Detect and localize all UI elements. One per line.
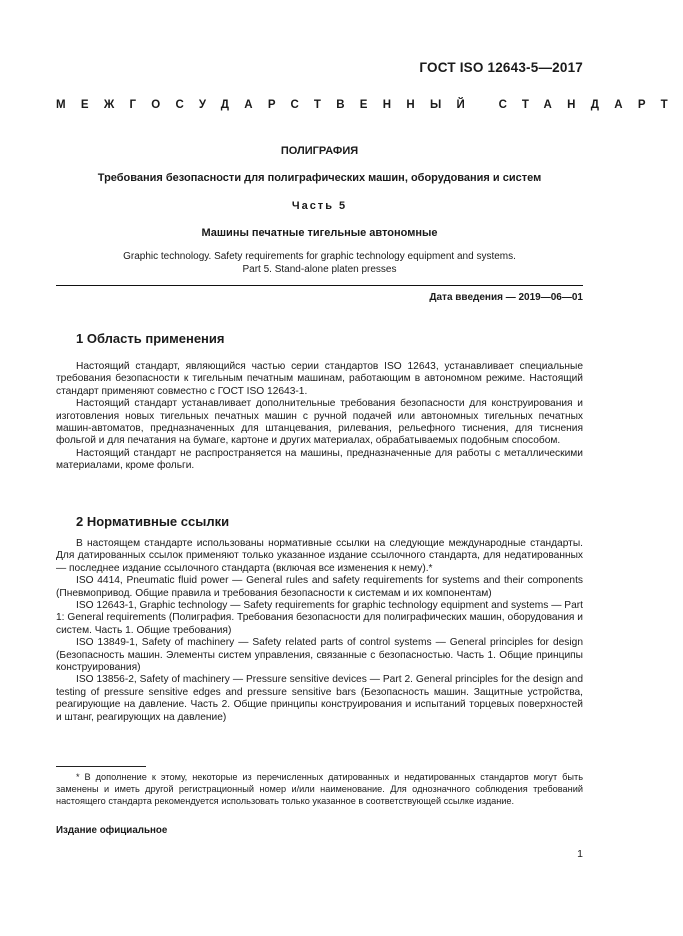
standard-number: ГОСТ ISO 12643-5—2017 <box>419 60 583 75</box>
interstate-standard-banner: МЕЖГОСУДАРСТВЕННЫЙ СТАНДАРТ <box>56 99 683 111</box>
page-number: 1 <box>577 848 583 860</box>
english-title <box>56 250 583 276</box>
footnote: * В дополнение к этому, некоторые из перечисленных датированных и недатированных стандартов могут быть заменены и иметь другой регистрационный номер и/или наименование. Для однозначного соблюдения требований настоящего стандарта рекомендуется использовать только указанное в соответствующей ссылке издание. <box>56 772 583 806</box>
paragraph: Настоящий стандарт не распространяется на машины, предназначенные для работы с металлическими материалами, кроме фольги. <box>56 447 583 472</box>
part-label: Часть 5 <box>291 200 348 212</box>
section-heading-normative-references: 2 Нормативные ссылки <box>76 514 230 529</box>
reference-item: ISO 12643-1, Graphic technology — Safety requirements for graphic technology equipment and systems — Part 1: General requirements (Полиграфия. Требования безопасности для полиграфических машин, оборудования и систем. Часть 1. Общие требования) <box>56 600 583 636</box>
english-title-line: Part 5. Stand-alone platen presses <box>242 264 397 275</box>
reference-item: ISO 13856-2, Safety of machinery — Pressure sensitive devices — Part 2. General principles for the design and testing of pressure sensitive edges and pressure sensitive bars (Безопасность машин. Защитные устройства, реагирующие на давление. Часть 2. Общие принципы конструирования и испытаний торцевых поверхностей и штанг, реагирующих на давление) <box>56 674 583 723</box>
title-divider <box>56 285 583 286</box>
document-subtitle: Требования безопасности для полиграфических машин, оборудования и систем <box>97 172 542 184</box>
reference-item: ISO 13849-1, Safety of machinery — Safety related parts of control systems — General principles for design (Безопасность машин. Элементы систем управления, связанные с безопасностью. Часть 1. Общие принципы конструирования) <box>56 637 583 674</box>
reference-item: ISO 4414, Pneumatic fluid power — General rules and safety requirements for systems and their components (Пневмопривод. Общие правила и требования безопасности к системам и их компонентам) <box>56 575 583 599</box>
section-body-normative-references <box>56 538 583 724</box>
document-title: ПОЛИГРАФИЯ <box>280 145 359 157</box>
official-edition-label: Издание официальное <box>56 825 168 836</box>
english-title-line: Graphic technology. Safety requirements for graphic technology equipment and systems. <box>123 251 516 262</box>
footnote-divider <box>56 766 146 767</box>
part-title: Машины печатные тигельные автономные <box>201 227 438 239</box>
section-body-scope <box>56 361 583 473</box>
introduction-date: Дата введения — 2019—06—01 <box>429 292 583 303</box>
paragraph: В настоящем стандарте использованы нормативные ссылки на следующие международные стандарты. Для датированных ссылок применяют только указанное издание ссылочного стандарта, для недатированных — последнее издание ссылочного стандарта (включая все изменения к нему).* <box>56 538 583 574</box>
section-heading-scope: 1 Область применения <box>76 331 225 346</box>
paragraph: Настоящий стандарт, являющийся частью серии стандартов ISO 12643, устанавливает специальные требования безопасности к тигельным печатным машинам, работающим в автономном режиме. Настоящий стандарт применяют совместно с ГОСТ ISO 12643-1. <box>56 361 583 397</box>
paragraph: Настоящий стандарт устанавливает дополнительные требования безопасности для конструирования и изготовления новых тигельных печатных машин с ручной подачей или автономных тигельных печатных машин-автоматов, предназначенных для штанцевания, рилевания, рельефного тиснения, для тиснения фольгой и для печатания на бумаге, картоне и других материалах, обрабатываемых подобным способом. <box>56 398 583 447</box>
